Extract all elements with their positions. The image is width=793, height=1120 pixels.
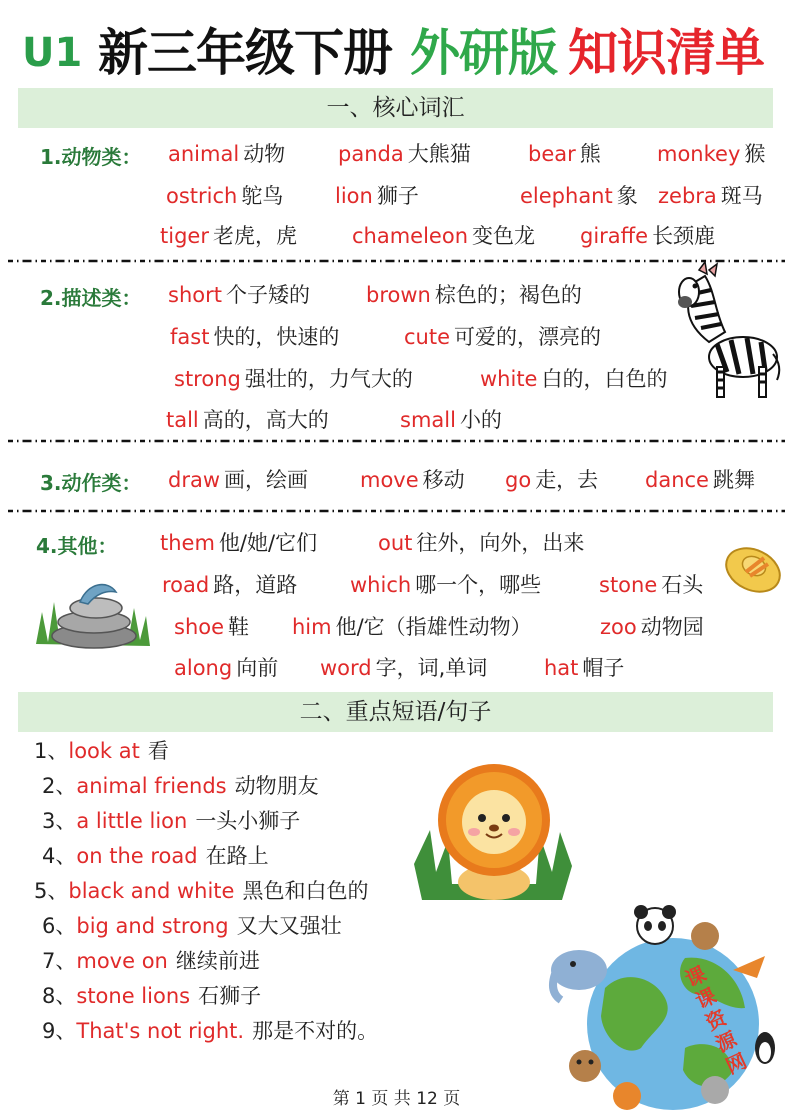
title-grade: 新三年级下册 [98, 24, 392, 82]
watermark: 课 课 资 源 网 [681, 961, 751, 1079]
globe-animals-icon [545, 898, 785, 1114]
title-edition: 外研版 [410, 24, 557, 82]
vocab-item: tiger 老虎，虎 [160, 224, 297, 248]
phrase-item: 1、look at 看 [34, 739, 169, 763]
phrase-item: 7、move on 继续前进 [42, 949, 260, 973]
phrase-item: 3、a little lion 一头小狮子 [42, 809, 301, 833]
lion-icon [412, 754, 574, 904]
vocab-item: elephant 象 [520, 184, 638, 208]
vocab-item: word 字，词,单词 [320, 656, 488, 680]
phrase-item: 5、black and white 黑色和白色的 [34, 879, 369, 903]
vocab-item: road 路，道路 [162, 573, 298, 597]
vocab-item: zebra 斑马 [658, 184, 763, 208]
vocab-item: cute 可爱的，漂亮的 [404, 325, 602, 349]
category-label-descriptions: 2.描述类： [40, 286, 142, 310]
straw-hat-icon [722, 536, 784, 598]
vocab-item: bear 熊 [528, 142, 601, 166]
vocab-item: dance 跳舞 [645, 468, 755, 492]
stone-icon [32, 572, 154, 652]
vocab-item: him 他/它（指雄性动物） [292, 615, 532, 639]
vocab-item: move 移动 [360, 468, 465, 492]
vocab-item: which 哪一个，哪些 [350, 573, 542, 597]
zebra-icon [665, 262, 785, 402]
vocab-item: shoe 鞋 [174, 615, 250, 639]
vocab-item: them 他/她/它们 [160, 531, 318, 555]
vocab-item: monkey 猴 [657, 142, 766, 166]
vocab-item: lion 狮子 [335, 184, 419, 208]
vocab-item: panda 大熊猫 [338, 142, 471, 166]
category-label-others: 4.其他： [36, 534, 118, 558]
vocab-item: animal 动物 [168, 142, 286, 166]
section-header-vocab: 一、核心词汇 [18, 88, 773, 128]
phrase-item: 4、on the road 在路上 [42, 844, 269, 868]
phrase-item: 2、animal friends 动物朋友 [42, 774, 319, 798]
dotted-separator [8, 506, 785, 516]
vocab-item: draw 画，绘画 [168, 468, 309, 492]
phrase-item: 6、big and strong 又大又强壮 [42, 914, 342, 938]
vocab-item: along 向前 [174, 656, 279, 680]
vocab-item: zoo 动物园 [600, 615, 704, 639]
title-list: 知识清单 [568, 24, 764, 82]
vocab-item: strong 强壮的，力气大的 [174, 367, 413, 391]
section-header-phrases: 二、重点短语/句子 [18, 692, 773, 732]
page-title [0, 18, 793, 88]
vocab-item: hat 帽子 [544, 656, 625, 680]
phrase-item: 9、That's not right. 那是不对的。 [42, 1019, 379, 1043]
vocab-item: brown 棕色的；褐色的 [366, 283, 582, 307]
vocab-item: stone 石头 [599, 573, 704, 597]
vocab-item: short 个子矮的 [168, 283, 310, 307]
vocab-item: chameleon 变色龙 [352, 224, 536, 248]
vocab-item: ostrich 鸵鸟 [166, 184, 284, 208]
vocab-item: small 小的 [400, 408, 502, 432]
page-footer: 第 1 页 共 12 页 [332, 1089, 461, 1109]
vocab-item: go 走，去 [505, 468, 599, 492]
vocab-item: white 白的，白色的 [480, 367, 668, 391]
category-label-animals: 1.动物类： [40, 145, 142, 169]
vocab-item: fast 快的，快速的 [170, 325, 340, 349]
category-label-actions: 3.动作类： [40, 471, 142, 495]
title-unit: U1 [22, 30, 83, 76]
vocab-item: tall 高的，高大的 [166, 408, 329, 432]
phrase-item: 8、stone lions 石狮子 [42, 984, 262, 1008]
vocab-item: giraffe 长颈鹿 [580, 224, 716, 248]
dotted-separator [8, 436, 785, 446]
vocab-item: out 往外，向外，出来 [378, 531, 585, 555]
